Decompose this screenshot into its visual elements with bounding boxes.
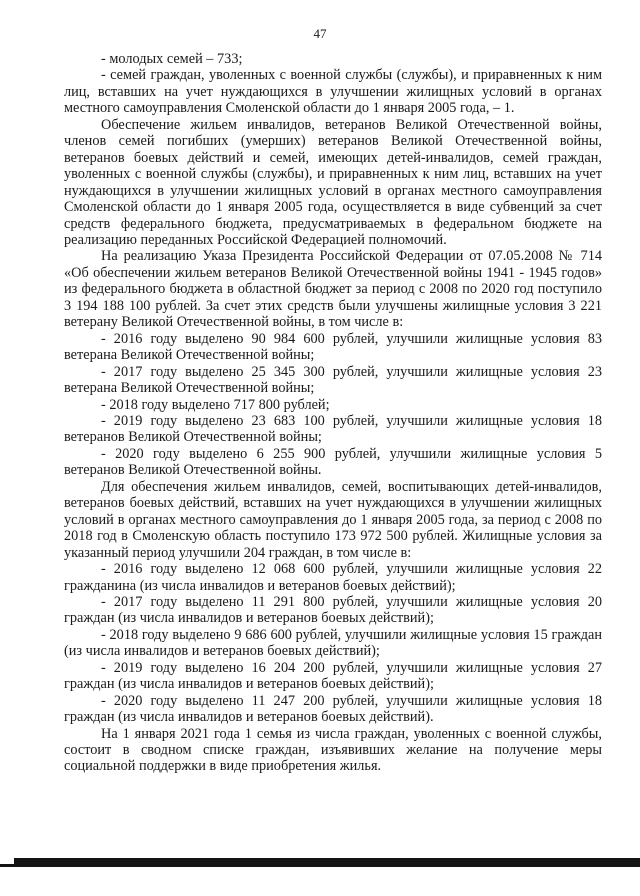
bottom-scan-edge-left	[0, 864, 640, 867]
list-item-veterans-2019: - 2019 году выделено 23 683 100 рублей, улучшили жилищные условия 18 ветеранов Великой Отечественной войны;	[64, 412, 602, 446]
list-item-veterans-2018: - 2018 году выделено 717 800 рублей;	[101, 396, 330, 413]
paragraph-summary-2021: На 1 января 2021 года 1 семья из числа граждан, уволенных с военной службы, состоит в сводном списке граждан, изъявивших желание на получение меры социальной поддержки в виде приобретения жилья.	[64, 725, 602, 775]
list-item-military-families: - семей граждан, уволенных с военной службы (службы), и приравненных к ним лиц, вставших на учет нуждающихся в улучшении жилищных условий в органах местного самоуправления Смоленской области до 1 января 2005 года, – 1.	[64, 67, 602, 117]
list-item-veterans-2017: - 2017 году выделено 25 345 300 рублей, улучшили жилищные условия 23 ветерана Великой Отечественной войны;	[64, 363, 602, 397]
list-item-disabled-2018: - 2018 году выделено 9 686 600 рублей, улучшили жилищные условия 15 граждан (из числа инвалидов и ветеранов боевых действий);	[64, 626, 602, 660]
list-item-disabled-2019: - 2019 году выделено 16 204 200 рублей, улучшили жилищные условия 27 граждан (из числа инвалидов и ветеранов боевых действий);	[64, 659, 602, 693]
list-item-disabled-2016: - 2016 году выделено 12 068 600 рублей, улучшили жилищные условия 22 гражданина (из числа инвалидов и ветеранов боевых действий);	[64, 561, 602, 594]
page-number: 47	[313, 26, 327, 41]
list-item-young-families: - молодых семей – 733;	[101, 51, 243, 67]
list-item-veterans-2016: - 2016 году выделено 90 984 600 рублей, улучшили жилищные условия 83 ветерана Великой Отечественной войны;	[64, 330, 602, 364]
paragraph-disabled-provision: Для обеспечения жильем инвалидов, семей, воспитывающих детей-инвалидов, ветеранов боевых действий, вставших на учет нуждающихся в улучшении жилищных условий в органах местного самоуправления до 1 января 2005 года, за период с 2008 по 2018 год в Смоленскую область поступило 173 972 500 рублей. Жилищные условия за указанный период улучшили 204 граждан, в том числе в:	[64, 478, 602, 561]
list-item-disabled-2020: - 2020 году выделено 11 247 200 рублей, улучшили жилищные условия 18 граждан (из числа инвалидов и ветеранов боевых действий).	[64, 692, 602, 726]
list-item-disabled-2017: - 2017 году выделено 11 291 800 рублей, улучшили жилищные условия 20 граждан (из числа инвалидов и ветеранов боевых действий);	[64, 593, 602, 627]
paragraph-housing-provision: Обеспечение жильем инвалидов, ветеранов Великой Отечественной войны, членов семей погибших (умерших) ветеранов Великой Отечественной войны, ветеранов боевых действий и семей, имеющих детей-инвалидов, семей граждан, уволенных с военной службы (службы), и приравненных к ним лиц, вставших на учет нуждающихся в улучшении жилищных условий в органах местного самоуправления Смоленской области до 1 января 2005 года, осуществляется в виде субвенций за счет средств федерального бюджета, предусматриваемых в федеральном бюджете на реализацию переданных Российской Федерацией полномочий.	[64, 116, 602, 248]
paragraph-decree-714: На реализацию Указа Президента Российской Федерации от 07.05.2008 № 714 «Об обеспечении жильем ветеранов Великой Отечественной войны 1941 - 1945 годов» из федерального бюджета в областной бюджет за период с 2008 по 2020 год поступило 3 194 188 100 рублей. За счет этих средств были улучшены жилищные условия 3 221 ветерану Великой Отечественной войны, в том числе в:	[64, 248, 602, 331]
document-body	[64, 51, 602, 775]
list-item-veterans-2020: - 2020 году выделено 6 255 900 рублей, улучшили жилищные условия 5 ветеранов Великой Отечественной войны.	[64, 445, 602, 479]
